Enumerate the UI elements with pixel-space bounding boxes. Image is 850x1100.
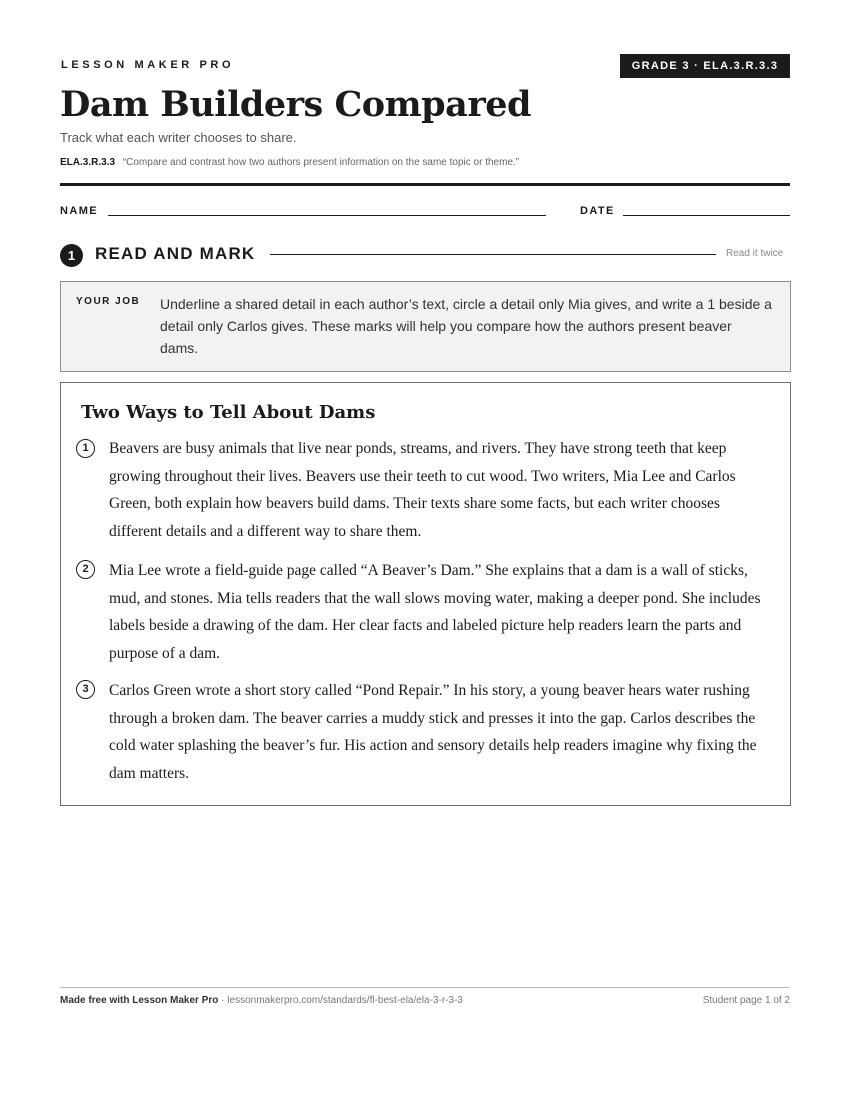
page-title: Dam Builders Compared [60,84,532,125]
header-divider [60,183,790,186]
footer-separator: · [218,995,228,1006]
passage-paragraph: Mia Lee wrote a field-guide page called “A Beaver’s Dam.” She explains that a dam is a wall of sticks, mud, and stones. Mia tells readers that the wall slows moving water, making a deeper pond. She includes labels beside a drawing of the dam. Her clear facts and labeled picture help readers learn the parts and purpose of a dam. [109,562,761,662]
footer-url-link[interactable]: lessonmakerpro.com/standards/fl-best-ela/ela-3-r-3-3 [227,995,463,1006]
passage-box [60,382,791,806]
standard-code: ELA.3.R.3.3 [60,157,116,168]
job-text: Underline a shared detail in each author’s text, circle a detail only Mia gives, and write a 1 beside a detail only Carlos gives. These marks will help you compare how the authors present beaver dams. [160,296,772,356]
footer-credit [60,995,463,1006]
name-label: NAME [60,205,98,217]
standard-text: “Compare and contrast how two authors present information on the same topic or theme.” [122,157,520,168]
section-divider [270,254,716,255]
section-note: Read it twice [726,248,784,259]
job-label: YOUR JOB [76,296,141,307]
footer-page-number: Student page 1 of 2 [702,995,790,1006]
date-write-line[interactable] [623,215,790,216]
job-instructions-box [60,281,791,372]
brand-name: LESSON MAKER PRO [61,59,235,71]
name-write-line[interactable] [108,215,546,216]
paragraph-number-badge: 2 [76,560,95,579]
paragraph-number-badge: 1 [76,439,95,458]
paragraph-number-badge: 3 [76,680,95,699]
passage-title: Two Ways to Tell About Dams [81,402,376,423]
section-title: READ AND MARK [95,244,256,263]
grade-badge: GRADE 3 · ELA.3.R.3.3 [620,54,790,78]
footer-divider [60,987,790,988]
passage-paragraph: Beavers are busy animals that live near ponds, streams, and rivers. They have strong teeth that keep growing throughout their lives. Beavers use their teeth to cut wood. Two writers, Mia Lee and Carlos Green, both explain how beavers build dams. Their texts share some facts, but each writer chooses different details and a different way to share them. [109,440,736,540]
standard-line [60,157,519,168]
passage-paragraph: Carlos Green wrote a short story called “Pond Repair.” In his story, a young beaver hears water rushing through a broken dam. The beaver carries a muddy stick and presses it into the gap. Carlos describes the cold water splashing the beaver’s fur. His action and sensory details help readers imagine why fixing the dam matters. [109,682,757,782]
section-number-badge: 1 [60,244,83,267]
footer-made-with: Made free with Lesson Maker Pro [60,995,219,1006]
page-subtitle: Track what each writer chooses to share. [60,130,297,145]
date-label: DATE [580,205,615,217]
